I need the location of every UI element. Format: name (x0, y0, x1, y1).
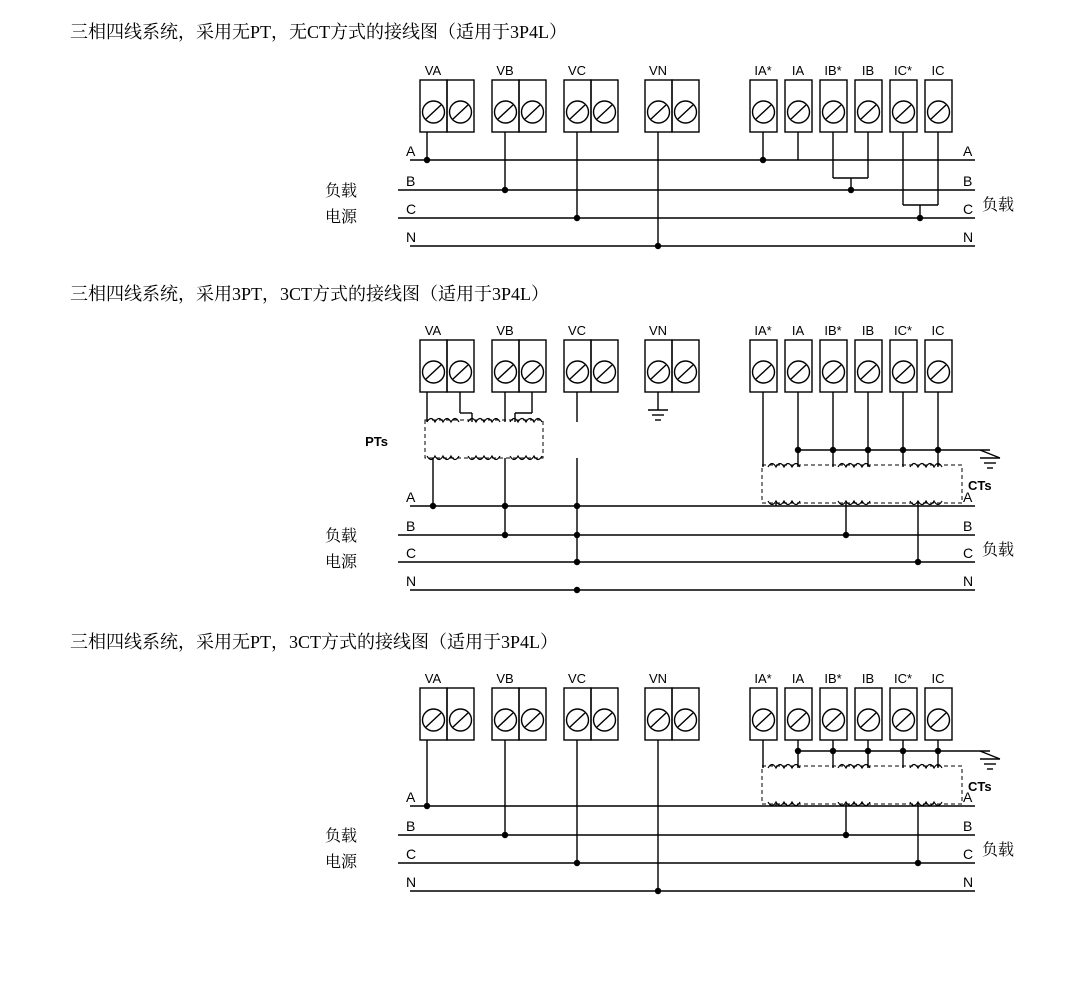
terminal-label-vc: VC (567, 671, 587, 686)
terminal-label-ia: IA (791, 671, 805, 686)
terminal-label-vn: VN (648, 323, 668, 338)
terminal-label-vb: VB (496, 323, 514, 338)
phase-label-right-a: A (963, 789, 973, 805)
phase-label-left-c: C (406, 846, 417, 862)
phase-label-right-n: N (963, 573, 974, 589)
terminal-label-ia: IA (791, 323, 805, 338)
terminal-label-va: VA (424, 323, 442, 338)
phase-label-left-n: N (406, 874, 417, 890)
terminal-label-ic: IC (931, 323, 945, 338)
source-label-line2: 电源 (324, 209, 357, 226)
diagram-caption-2: 三相四线系统，采用3PT，3CT方式的接线图（适用于3P4L） (70, 284, 550, 304)
diagram-2-3pt-3ct (0, 310, 1080, 610)
phase-label-left-c: C (406, 545, 417, 561)
phase-label-right-b: B (963, 818, 973, 834)
diagram-caption-1: 三相四线系统，采用无PT，无CT方式的接线图（适用于3P4L） (70, 22, 568, 42)
terminal-label-ia: IA (791, 63, 805, 78)
phase-label-right-c: C (963, 846, 974, 862)
terminal-label-va: VA (424, 63, 442, 78)
phase-label-left-b: B (406, 173, 416, 189)
phase-label-right-n: N (963, 874, 974, 890)
source-label-line2: 电源 (324, 554, 357, 571)
source-label-line1: 负载 (324, 828, 357, 845)
terminal-label-vc: VC (567, 63, 587, 78)
terminal-label-ic-star: IC* (893, 63, 913, 78)
load-label: 负载 (982, 542, 1015, 559)
phase-label-left-a: A (406, 789, 416, 805)
phase-label-left-n: N (406, 229, 417, 245)
phase-label-left-a: A (406, 143, 416, 159)
source-label-line1: 负载 (324, 528, 357, 545)
terminal-label-ib: IB (861, 63, 875, 78)
terminal-label-vb: VB (496, 671, 514, 686)
terminal-label-ic: IC (931, 63, 945, 78)
phase-label-right-n: N (963, 229, 974, 245)
phase-label-right-b: B (963, 173, 973, 189)
terminal-label-vb: VB (496, 63, 514, 78)
terminal-label-vc: VC (567, 323, 587, 338)
terminal-label-ib-star: IB* (824, 671, 842, 686)
source-label-line2: 电源 (324, 854, 357, 871)
terminal-label-ic-star: IC* (893, 323, 913, 338)
source-label-line1: 负载 (324, 183, 357, 200)
load-label: 负载 (982, 197, 1015, 214)
terminal-label-ib-star: IB* (824, 323, 842, 338)
phase-label-right-a: A (963, 489, 973, 505)
phase-label-right-c: C (963, 545, 974, 561)
terminal-label-ic: IC (931, 671, 945, 686)
terminal-label-ia-star: IA* (754, 63, 772, 78)
load-label: 负载 (982, 842, 1015, 859)
phase-label-right-a: A (963, 143, 973, 159)
diagram-caption-3: 三相四线系统，采用无PT，3CT方式的接线图（适用于3P4L） (70, 632, 559, 652)
terminal-label-ib-star: IB* (824, 63, 842, 78)
terminal-label-vn: VN (648, 63, 668, 78)
terminal-label-va: VA (424, 671, 442, 686)
terminal-label-ib: IB (861, 671, 875, 686)
terminal-label-vn: VN (648, 671, 668, 686)
pts-label: PTs (365, 434, 388, 449)
cts-label: CTs (968, 478, 992, 493)
phase-label-right-b: B (963, 518, 973, 534)
diagram-1-no-pt-no-ct (0, 50, 1080, 275)
terminal-label-ia-star: IA* (754, 323, 772, 338)
terminal-label-ia-star: IA* (754, 671, 772, 686)
phase-label-left-c: C (406, 201, 417, 217)
phase-label-left-b: B (406, 818, 416, 834)
diagram-3-no-pt-3ct (0, 658, 1080, 948)
cts-label: CTs (968, 779, 992, 794)
terminal-label-ib: IB (861, 323, 875, 338)
phase-label-left-b: B (406, 518, 416, 534)
phase-label-left-n: N (406, 573, 417, 589)
phase-label-right-c: C (963, 201, 974, 217)
terminal-label-ic-star: IC* (893, 671, 913, 686)
phase-label-left-a: A (406, 489, 416, 505)
